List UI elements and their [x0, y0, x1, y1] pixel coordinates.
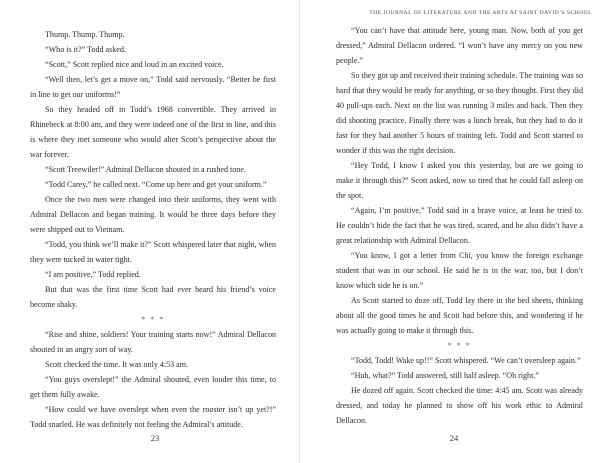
paragraph: “You guys overslept!” the Admiral shouted, even louder this time, to get them fully awake. [30, 375, 276, 399]
paragraph: “I am positive,” Todd replied. [45, 270, 141, 279]
paragraph: “Hey Todd, I know I asked you this yesterday, but are we going to make it through this?” Scott asked, now so tired that he could fall asleep on the spot. [336, 161, 583, 200]
paragraph: He dozed off again. Scott checked the time: 4:45 am. Scott was already dressed, and today he planned to show off his work ethic to Admiral Dellacon. [336, 386, 583, 425]
paragraph: So they headed off in Todd’s 1968 convertible. They arrived in Rhinebeck at 8:00 am, and they were indeed one of the first in line, and this is where they met someone who would alter Scott’s perspective about the war forever. [30, 105, 276, 159]
section-break: * * * [141, 315, 165, 324]
paragraph: “Todd, Todd! Wake up!!” Scott whispered. “We can’t oversleep again.” [351, 356, 581, 365]
paragraph: “You know, I got a letter from Chi, you know the foreign exchange student that was in our school. He said he is in the war, too, but I don’t know which side he is on.” [336, 251, 583, 290]
paragraph: “How could we have overslept when even the rooster isn’t up yet?!” Todd snarled. He was definitely not feeling the Admiral’s attitude. [30, 405, 276, 429]
paragraph: Scott checked the time. It was only 4:53 am. [45, 360, 189, 369]
right-page-body [336, 23, 583, 428]
paragraph: But that was the first time Scott had ever heard his friend’s voice become shaky. [30, 285, 276, 309]
paragraph: “Todd, you think we’ll make it?” Scott whispered later that night, when they were tucked in water tight. [30, 240, 276, 264]
paragraph: Once the two men were changed into their uniforms, they went with Admiral Dellacon and began training. It would be three days before they were shipped out to Vietnam. [30, 195, 276, 234]
paragraph: “Scott,” Scott replied nice and loud in an excited voice. [45, 60, 224, 69]
paragraph: “Todd Carey,” he called next. “Come up here and get your uniform.” [45, 180, 267, 189]
paragraph: Thump. Thump. Thump. [45, 30, 125, 39]
paragraph: “Well then, let’s get a move on,” Todd said nervously. “Better be first in line to get our uniforms!” [30, 75, 276, 99]
left-page-body [30, 23, 276, 432]
right-page [300, 0, 600, 463]
page-number: 23 [150, 433, 160, 443]
paragraph: “Huh, what?” Todd answered, still half asleep. “Oh right.” [351, 371, 539, 380]
paragraph: “Rise and shine, soldiers! Your training starts now!” Admiral Dellacon shouted in an angry sort of way. [30, 330, 276, 354]
paragraph: “Who is it?” Todd asked. [45, 45, 126, 54]
paragraph: So they got up and received their training schedule. The training was so hard that they would be ready for anything, or so they thought. First they did 40 pull-ups each. Next on the list was running 3 miles and back. Then they did shooting practice. Finally there was a lunch break, but they had to do it fast for they had another 5 hours of training left. Todd and Scott started to wonder if this was the right decision. [336, 71, 583, 155]
section-break: * * * [447, 341, 472, 350]
paragraph: “Scott Treewiler!” Admiral Dellacon shouted in a rushed tone. [45, 165, 246, 174]
page-number: 24 [449, 433, 459, 443]
paragraph: “Again, I’m positive,” Todd said in a brave voice, at least he tried to. He couldn’t hide the fact that he was tired, scared, and he also didn’t have a great relationship with Admiral Dellacon. [336, 206, 583, 245]
paragraph: As Scott started to doze off, Todd lay there in the bed sheets, thinking about all the good times he and Scott had before this, and wondering if he was actually going to make it through this. [336, 296, 583, 335]
paragraph: “You can’t have that attitude here, young man. Now, both of you get dressed,” Admiral Dellacon ordered. “I won’t have any mercy on you new people.” [336, 26, 583, 65]
running-header: THE JOURNAL OF LITERATURE AND THE ARTS AT SAINT DAVID’S SCHOOL [369, 10, 592, 16]
